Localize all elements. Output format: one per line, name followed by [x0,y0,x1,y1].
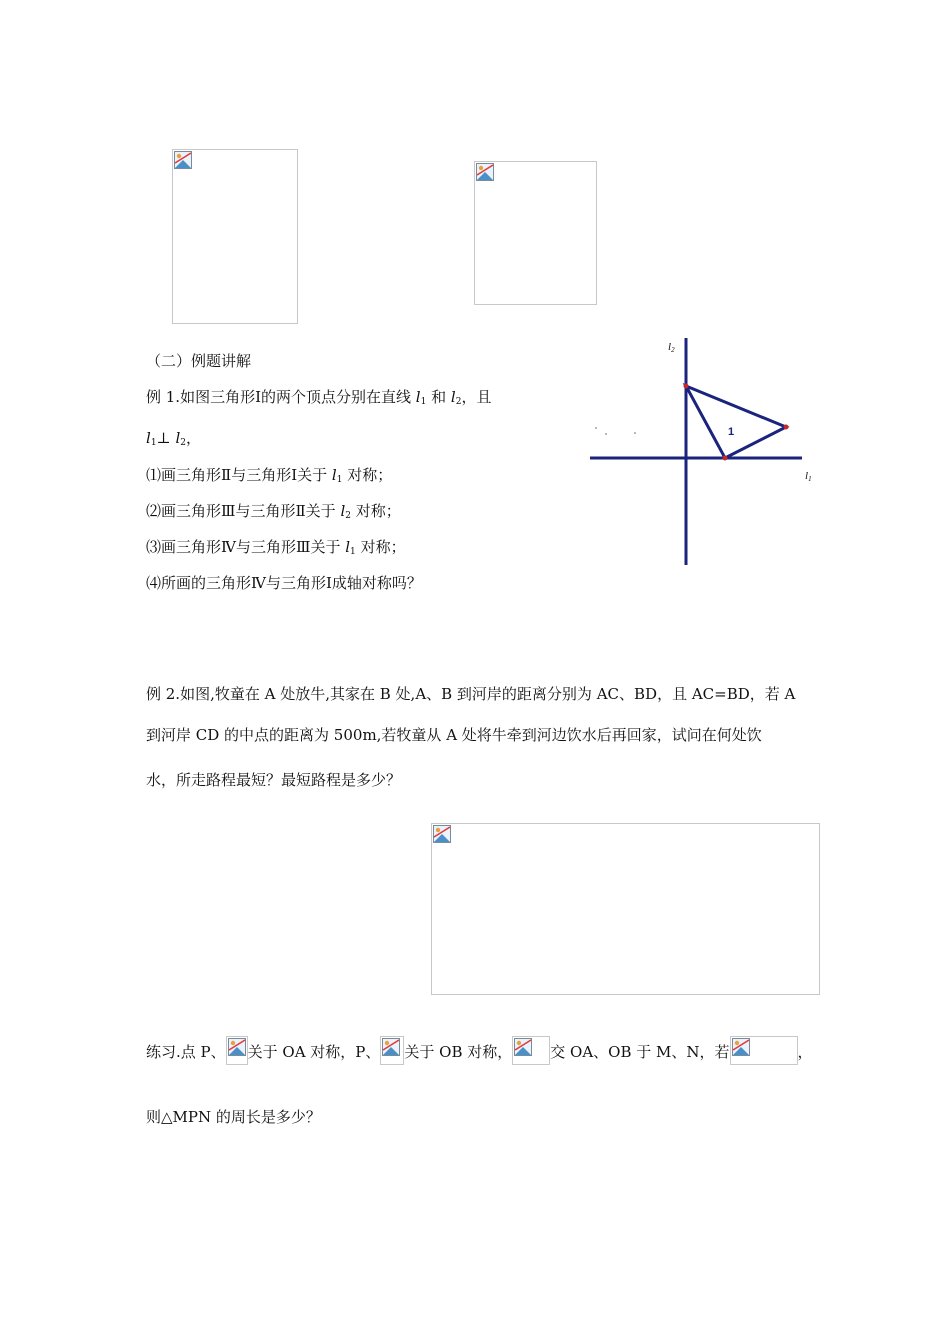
inline-image-placeholder [512,1036,550,1065]
broken-image-icon [382,1038,400,1056]
vertex-dot [723,456,728,461]
image-placeholder-3 [431,823,820,995]
example1-question-2: ⑵画三角形Ⅲ与三角形Ⅱ关于 $l_2$ 对称； [146,502,401,521]
inline-image-placeholder [730,1036,798,1065]
triangle-1 [686,386,786,458]
example2-line2: 到河岸 CD 的中点的距离为 500m,若牧童从 A 处将牛牵到河边饮水后再回家，试问在何处饮 [146,726,762,744]
broken-image-icon [732,1038,750,1056]
l2-axis-label: l2 [668,341,675,354]
practice-line2: 则△MPN 的周长是多少？ [146,1108,321,1126]
broken-image-icon [174,151,192,169]
example1-question-3: ⑶画三角形Ⅳ与三角形Ⅲ关于 $l_1$ 对称； [146,538,406,557]
broken-image-icon [476,163,494,181]
image-placeholder-1 [172,149,298,324]
vertex-dot [684,384,689,389]
example1-line2: $l_1\perp$ $l_2$， [146,429,201,448]
practice-line1: 练习.点 P、 关于 OA 对称，P、 关于 OB 对称， 交 OA、OB 于 M、N，若 ， [146,1036,813,1065]
example1-line1: 例 1.如图三角形Ⅰ的两个顶点分别在直线 $l_1$ 和 $l_2$，且 [146,388,492,407]
example2-line3: 水，所走路程最短？最短路程是多少？ [146,771,402,789]
broken-image-icon [228,1038,246,1056]
inline-image-placeholder [226,1036,248,1065]
example2-line1: 例 2.如图,牧童在 A 处放牛,其家在 B 处,A、B 到河岸的距离分别为 AC、BD，且 AC=BD，若 A [146,685,796,703]
image-placeholder-2 [474,161,597,305]
broken-image-icon [514,1038,532,1056]
vertex-dot [784,425,789,430]
section-heading: （二）例题讲解 [146,352,252,370]
example1-question-1: ⑴画三角形Ⅱ与三角形Ⅰ关于 $l_1$ 对称； [146,466,393,485]
inline-image-placeholder [380,1036,404,1065]
triangle-label: 1 [728,426,735,438]
axes-triangle-figure [580,330,830,575]
example1-question-4: ⑷所画的三角形Ⅳ与三角形Ⅰ成轴对称吗？ [146,574,422,592]
broken-image-icon [433,825,451,843]
l1-axis-label: l1 [805,470,812,483]
